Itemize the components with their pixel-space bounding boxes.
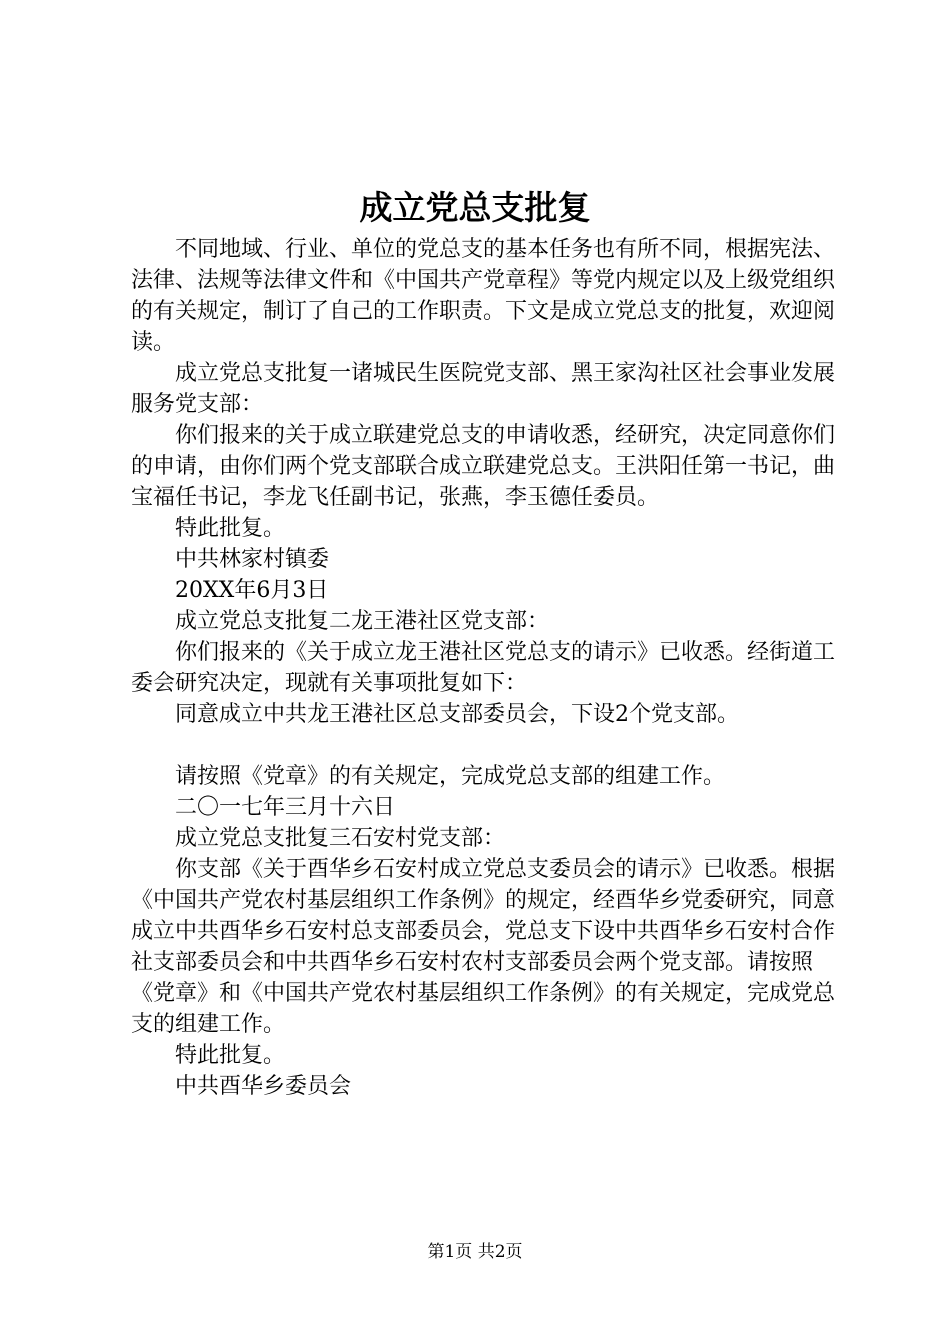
- paragraph-reply-two-decision: 同意成立中共龙王港社区总支部委员会，下设2个党支部。: [175, 702, 739, 727]
- paragraph-reply-one-signer: 中共林家村镇委: [175, 547, 330, 572]
- page-number-footer: 第1页 共2页: [427, 1242, 523, 1262]
- paragraph-spacer: [131, 730, 849, 761]
- document-body: [131, 234, 849, 1102]
- paragraph-reply-one-body: 你们报来的关于成立联建党总支的申请收悉，经研究，决定同意你们的申请，由你们两个党支部联合成立联建党总支。王洪阳任第一书记，曲宝福任书记，李龙飞任副书记，张燕，李玉德任委员。: [131, 423, 836, 510]
- paragraph-reply-three-signer: 中共酉华乡委员会: [175, 1074, 352, 1099]
- document-title: 成立党总支批复: [359, 188, 591, 227]
- paragraph-reply-two-instruction: 请按照《党章》的有关规定，完成党总支部的组建工作。: [175, 764, 726, 789]
- paragraph-reply-one-heading: 成立党总支批复一诸城民生医院党支部、黑王家沟社区社会事业发展服务党支部：: [131, 361, 836, 417]
- paragraph-reply-three-body: 你支部《关于酉华乡石安村成立党总支委员会的请示》已收悉。根据《中国共产党农村基层组织工作条例》的规定，经酉华乡党委研究，同意成立中共酉华乡石安村总支部委员会，党总支下设中共酉华乡石安村合作社支部委员会和中共酉华乡石安村农村支部委员会两个党支部。请按照《党章》和《中国共产党农村基层组织工作条例》的有关规定，完成党总支的组建工作。: [131, 857, 836, 1037]
- paragraph-intro: 不同地域、行业、单位的党总支的基本任务也有所不同，根据宪法、法律、法规等法律文件和《中国共产党章程》等党内规定以及上级党组织的有关规定，制订了自己的工作职责。下文是成立党总支的批复，欢迎阅读。: [131, 237, 836, 355]
- paragraph-reply-three-heading: 成立党总支批复三石安村党支部：: [175, 826, 506, 851]
- paragraph-reply-two-heading: 成立党总支批复二龙王港社区党支部：: [175, 609, 550, 634]
- paragraph-reply-two-date: 二〇一七年三月十六日: [175, 795, 396, 820]
- paragraph-reply-two-body: 你们报来的《关于成立龙王港社区党总支的请示》已收悉。经街道工委会研究决定，现就有关事项批复如下：: [131, 640, 836, 696]
- paragraph-reply-three-closing: 特此批复。: [175, 1043, 286, 1068]
- paragraph-reply-one-closing: 特此批复。: [175, 516, 286, 541]
- paragraph-reply-one-date: 20XX年6月3日: [175, 578, 329, 603]
